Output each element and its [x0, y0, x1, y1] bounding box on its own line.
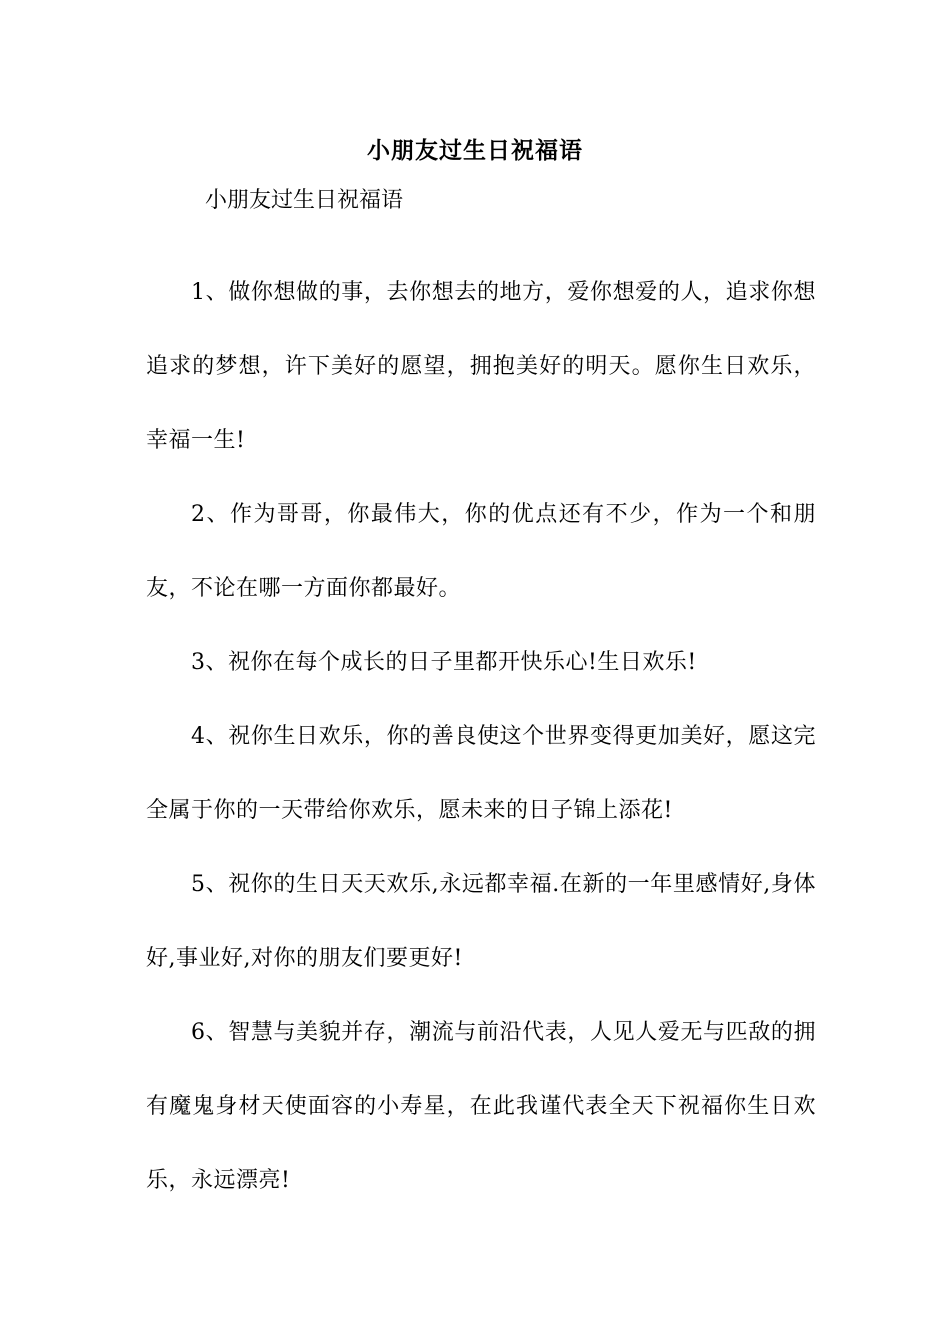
paragraph-4: 4、祝你生日欢乐，你的善良使这个世界变得更加美好，愿这完全属于你的一天带给你欢乐，愿未来的日子锦上添花!: [146, 724, 816, 823]
paragraph-5: 5、祝你的生日天天欢乐,永远都幸福.在新的一年里感情好,身体好,事业好,对你的朋友们要更好!: [146, 872, 816, 971]
paragraph-3: 3、祝你在每个成长的日子里都开快乐心!生日欢乐!: [191, 650, 697, 675]
document-subtitle: 小朋友过生日祝福语: [205, 188, 404, 213]
document-title: 小朋友过生日祝福语: [367, 138, 583, 164]
paragraph-6: 6、智慧与美貌并存，潮流与前沿代表，人见人爱无与匹敌的拥有魔鬼身材天使面容的小寿星，在此我谨代表全天下祝福你生日欢乐，永远漂亮!: [146, 1020, 816, 1193]
document-body: [146, 256, 816, 1218]
paragraph-1: 1、做你想做的事，去你想去的地方，爱你想爱的人，追求你想追求的梦想，许下美好的愿望，拥抱美好的明天。愿你生日欢乐，幸福一生!: [146, 280, 816, 453]
paragraph-2: 2、作为哥哥，你最伟大，你的优点还有不少，作为一个和朋友，不论在哪一方面你都最好。: [146, 502, 816, 601]
